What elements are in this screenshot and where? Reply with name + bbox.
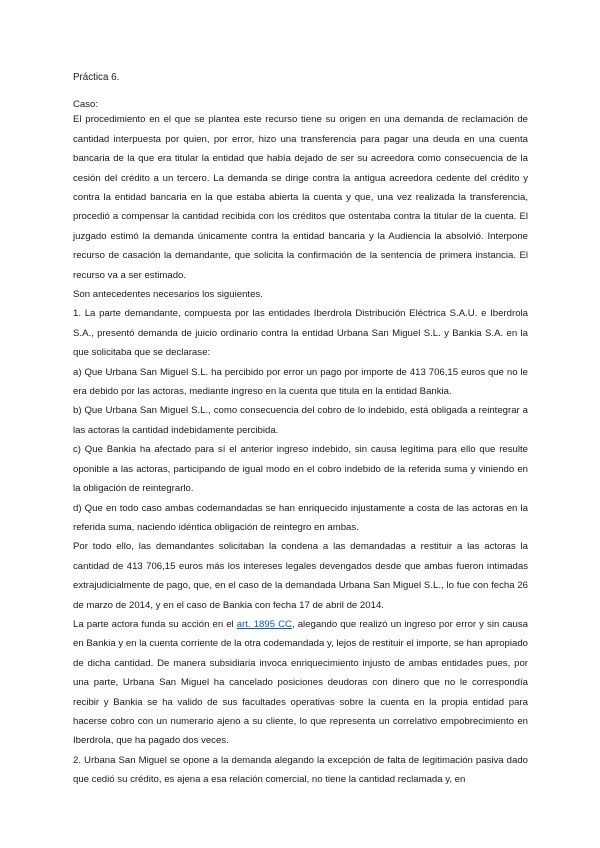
document-title: Práctica 6. — [73, 72, 120, 83]
item-b-paragraph: b) Que Urbana San Miguel S.L., como consecuencia del cobro de lo indebido, está obligada a reintegrar a las actoras la cantidad indebidamente percibida. — [73, 405, 528, 436]
article-1895-link[interactable]: art. 1895 CC — [236, 618, 292, 630]
caso-label: Caso: — [73, 99, 99, 111]
funda-text-after: , alegando que realizó un ingreso por error y sin causa en Bankia y en la cuenta corriente de la otra codemandada y, lejos de restituir el importe, se han apropiado de dicha cantidad. De manera subsidiaria invoca enriquecimiento injusto de ambas entidades pues, por una parte, Urbana San Miguel ha cancelado posiciones deudoras con dinero que no le correspondía recibir y Bankia se ha valido de sus facultades operativas sobre la cuenta en la propia entidad para hacerse cobro con un numerario ajeno a su cliente, lo que representa un correlativo empobrecimiento en Iberdrola, que ha pagado dos veces. — [73, 618, 528, 747]
title-spacer — [73, 87, 528, 99]
funda-paragraph — [73, 615, 528, 751]
antecedentes-line: Son antecedentes necesarios los siguientes. — [73, 289, 263, 301]
item-c-paragraph: c) Que Bankia ha afectado para sí el anterior ingreso indebido, sin causa legítima para ello que resulte oponible a las actoras, participando de igual modo en el cobro indebido de la referida suma y viniendo en la obligación de reintegrarlo. — [73, 444, 528, 495]
point-2-paragraph: 2. Urbana San Miguel se opone a la demanda alegando la excepción de falta de legitimación pasiva dado que cedió su crédito, es ajena a esa relación comercial, no tiene la cantidad reclamada y, en — [73, 754, 528, 786]
intro-paragraph: El procedimiento en el que se plantea este recurso tiene su origen en una demanda de reclamación de cantidad interpuesta por quien, por error, hizo una transferencia para pagar una deuda en una cuenta bancaria de la que era titular la entidad que había dejado de ser su acreedora como consecuencia de la cesión del crédito a un tercero. La demanda se dirige contra la antigua acreedora cedente del crédito y contra la entidad bancaria en la que estaba abierta la cuenta y que, una vez realizada la transferencia, procedió a compensar la cantidad recibida con los créditos que ostentaba contra la titular de la cuenta. El juzgado estimó la demanda únicamente contra la entidad bancaria y la Audiencia la absolvió. Interpone recurso de casación la demandante, que solicita la confirmación de la sentencia de primera instancia. El recurso va a ser estimado. — [73, 114, 528, 281]
point-1-paragraph: 1. La parte demandante, compuesta por las entidades Iberdrola Distribución Eléctrica S.A.U. e Iberdrola S.A., presentó demanda de juicio ordinario contra la entidad Urbana San Miguel S.L. y Bankia S.A. en la que solicitaba que se declarase: — [73, 308, 528, 359]
item-a-paragraph: a) Que Urbana San Miguel S.L. ha percibido por error un pago por importe de 413 706,15 euros que no le era debido por las actoras, mediante ingreso en la cuenta que titula en la entidad Bankia. — [73, 366, 528, 398]
por-todo-paragraph: Por todo ello, las demandantes solicitaban la condena a las demandadas a restituir a las actoras la cantidad de 413 706,15 euros más los intereses legales devengados desde que ambas fueron intimadas extrajudicialmente de pago, que, en el caso de la demandada Urbana San Miguel S.L., lo fue con fecha 26 de marzo de 2014, y en el caso de Bankia con fecha 17 de abril de 2014. — [73, 541, 528, 611]
document-body — [73, 68, 528, 790]
funda-text-before: La parte actora funda su acción en el — [73, 618, 237, 630]
item-d-paragraph: d) Que en todo caso ambas codemandadas se han enriquecido injustamente a costa de las actoras en la referida suma, naciendo idéntica obligación de reintegro en ambas. — [73, 502, 528, 533]
